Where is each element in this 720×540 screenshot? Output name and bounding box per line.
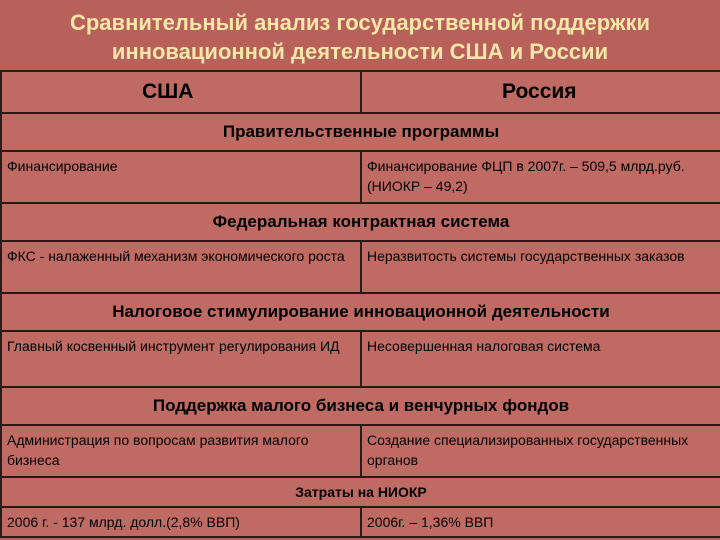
cell-russia: 2006г. – 1,36% ВВП [361,507,720,537]
cell-russia: Финансирование ФЦП в 2007г. – 509,5 млрд.руб.(НИОКР – 49,2) [361,151,720,203]
section-heading: Поддержка малого бизнеса и венчурных фондов [1,387,720,425]
table-row [1,151,720,203]
cell-usa: Финансирование [1,151,361,203]
slide-title [0,0,720,70]
section-heading: Налоговое стимулирование инновационной деятельности [1,293,720,331]
section-heading-row [1,387,720,425]
section-heading: Федеральная контрактная система [1,203,720,241]
header-russia: Россия [361,71,720,113]
section-heading: Затраты на НИОКР [1,477,720,507]
cell-usa: Главный косвенный инструмент регулирования ИД [1,331,361,387]
section-heading-row [1,477,720,507]
table-row [1,507,720,537]
cell-russia: Несовершенная налоговая система [361,331,720,387]
table-row [1,331,720,387]
title-line-2: инновационной деятельности США и России [111,39,609,64]
cell-usa: ФКС - налаженный механизм экономического роста [1,241,361,293]
title-line-1: Сравнительный анализ государственной поддержки [69,10,651,35]
header-usa: США [1,71,361,113]
section-heading-row [1,293,720,331]
table-header-row [1,71,720,113]
table-row [1,241,720,293]
comparison-table [0,70,720,538]
section-heading-row [1,113,720,151]
table-row [1,425,720,477]
section-heading-row [1,203,720,241]
cell-russia: Создание специализированных государственных органов [361,425,720,477]
cell-usa: Администрация по вопросам развития малого бизнеса [1,425,361,477]
cell-usa: 2006 г. - 137 млрд. долл.(2,8% ВВП) [1,507,361,537]
section-heading: Правительственные программы [1,113,720,151]
cell-russia: Неразвитость системы государственных заказов [361,241,720,293]
